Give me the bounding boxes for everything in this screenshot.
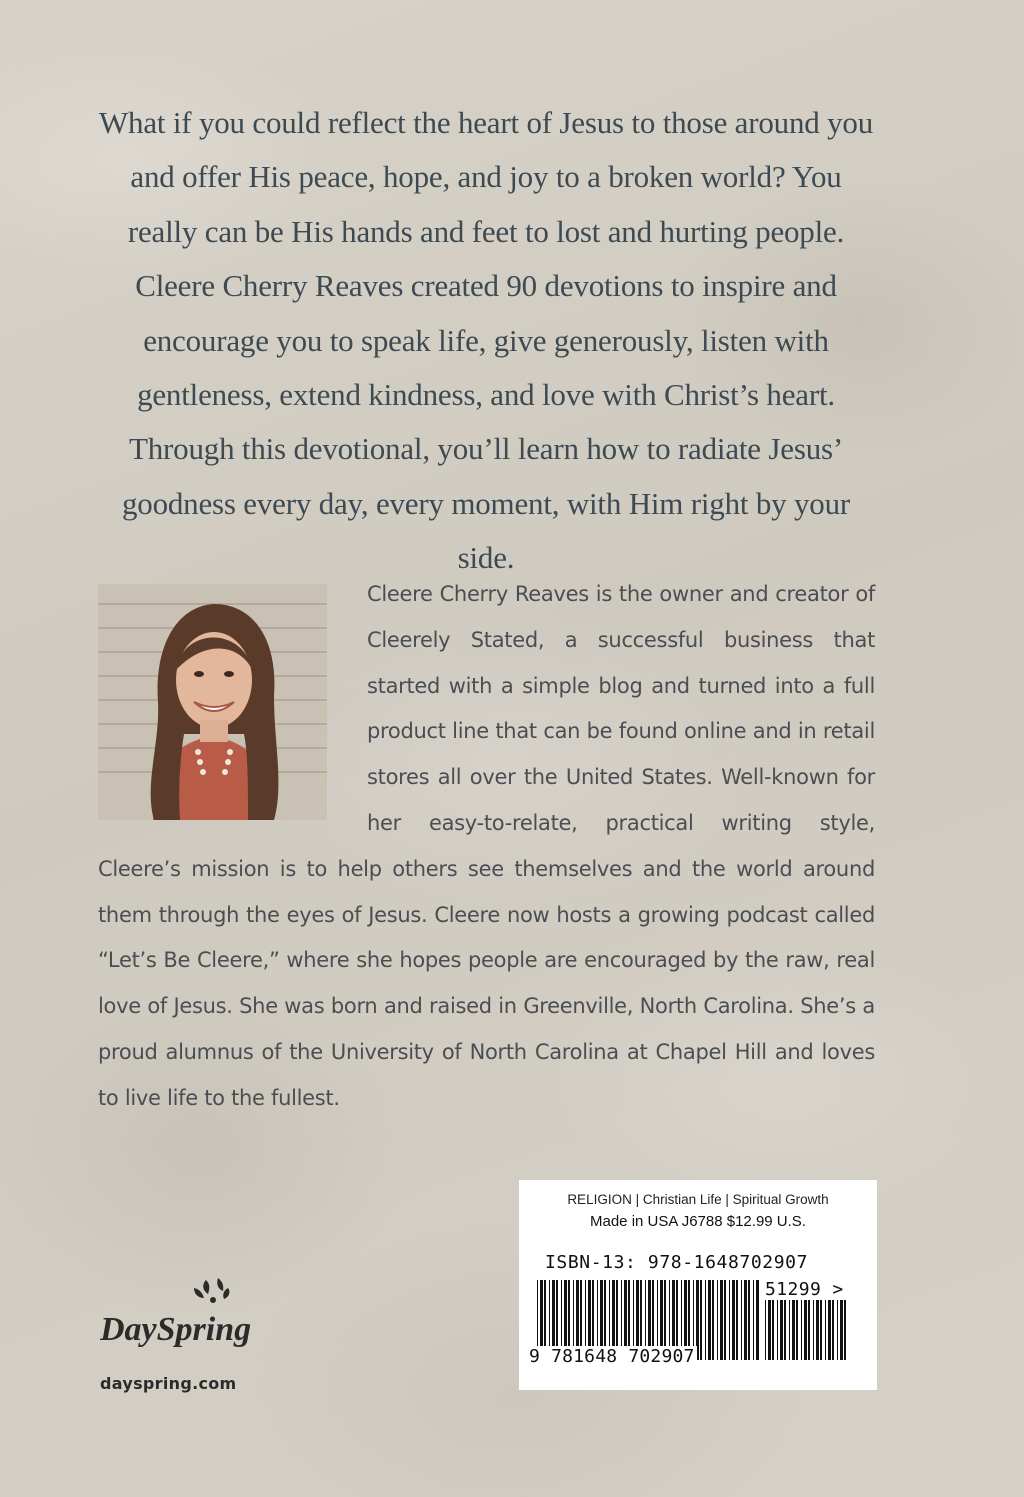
price-line: Made in USA J6788 $12.99 U.S. bbox=[590, 1213, 806, 1230]
publisher-url: dayspring.com bbox=[100, 1374, 237, 1393]
category-line: RELIGION | Christian Life | Spiritual Growth bbox=[567, 1192, 829, 1207]
price-barcode bbox=[765, 1300, 847, 1360]
isbn-label: ISBN-13: 978-1648702907 bbox=[545, 1252, 809, 1273]
book-description: What if you could reflect the heart of Jesus to those around you and offer His peace, hope, and joy to a broken world? You really can be His hands and feet to lost and hurting people. Cleere Cherry Reaves created 90 devotions to inspire and encourage you to speak life, give generously, listen with gentleness, extend kindness, and love with Christ’s heart. Through this devotional, you’ll learn how to radiate Jesus’ goodness every day, every moment, with Him right by your side. bbox=[98, 105, 874, 576]
author-bio: Cleere Cherry Reaves is the owner and creator of Cleerely Stated, a successful business that started with a simple blog and turned into a full product line that can be found online and in retail stores all over the United States. Well-known for her easy-to-relate, practical writing style, Cleere’s mission is to help others see themselves and the world around them through the eyes of Jesus. Cleere now hosts a growing podcast called “Let’s Be Cleere,” where she hopes people are encouraged by the raw, real love of Jesus. She was born and raised in Greenville, North Carolina. She’s a proud alumnus of the University of North Carolina at Chapel Hill and loves to live life to the fullest. bbox=[98, 582, 875, 1110]
price-code: 51299 > bbox=[765, 1279, 844, 1300]
barcode-digits: 9 781648 702907 bbox=[529, 1346, 695, 1367]
dayspring-logo bbox=[100, 1274, 280, 1354]
logo-wordmark: DaySpring bbox=[100, 1311, 252, 1348]
author-section bbox=[98, 572, 875, 1122]
author-photo bbox=[98, 584, 327, 820]
barcode-label bbox=[519, 1180, 877, 1390]
